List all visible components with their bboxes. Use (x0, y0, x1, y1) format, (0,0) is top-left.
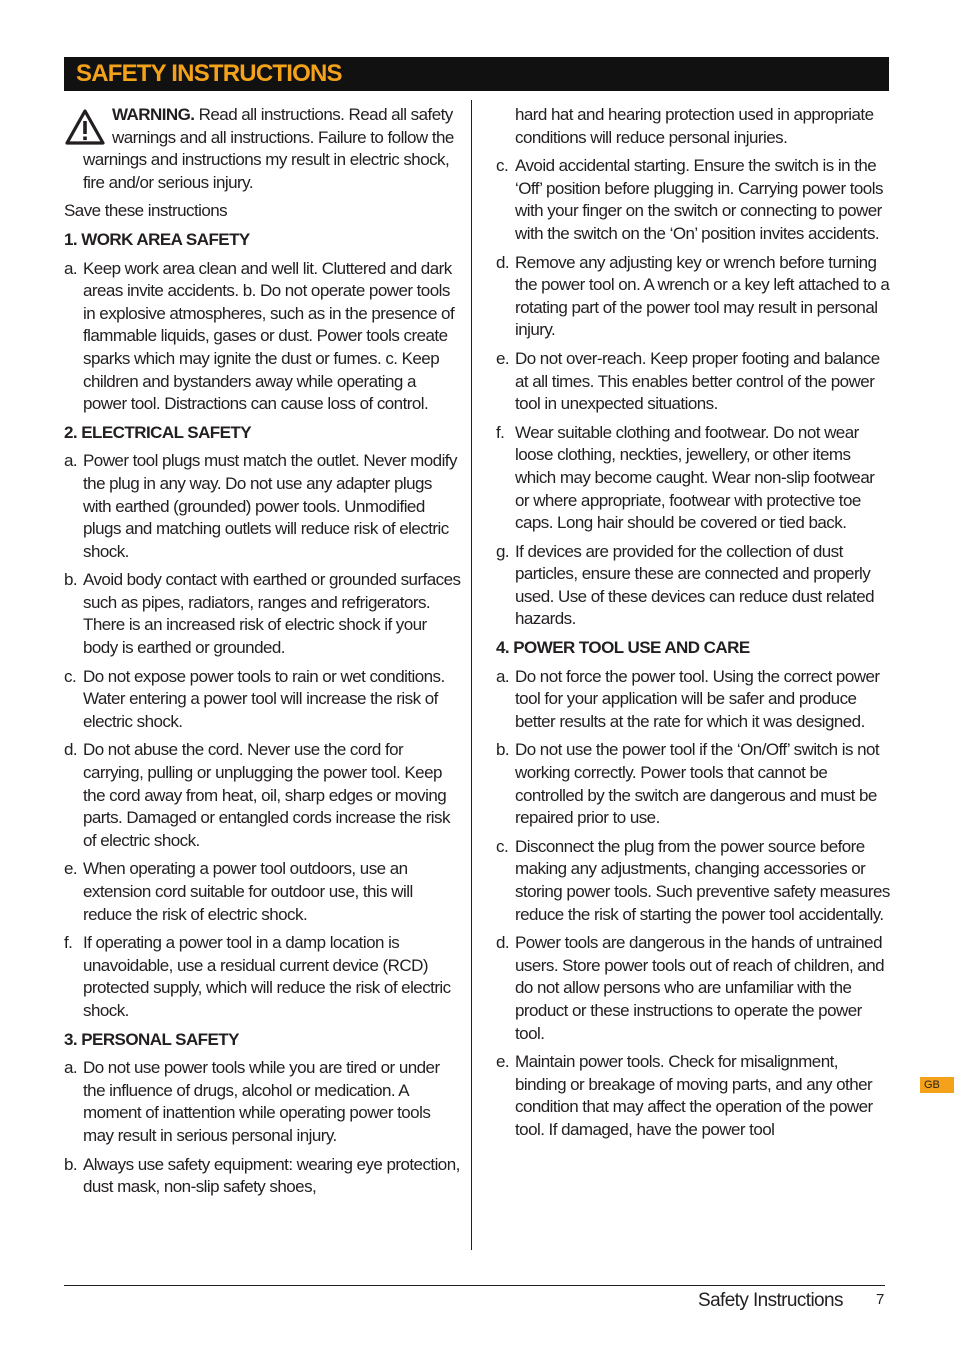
list-item: e. When operating a power tool outdoors, use an extension cord suitable for outdoor use, this will reduce the risk of electric shock. (64, 859, 413, 924)
warning-block (64, 104, 462, 194)
left-column (64, 104, 462, 1205)
language-tab-label: GB (924, 1079, 940, 1091)
list-item: a. Power tool plugs must match the outlet. Never modify the plug in any way. Do not use any adapter plugs with earthed (grounded) power tools. Unmodified plugs and matching outlets will reduce risk of electric shock. (64, 451, 457, 561)
page-title: SAFETY INSTRUCTIONS (76, 60, 342, 87)
section-heading: 3. PERSONAL SAFETY (64, 1029, 239, 1049)
footer-title: Safety Instructions (698, 1290, 843, 1311)
list-item: c. Avoid accidental starting. Ensure the switch is in the ‘Off’ position before plugging in. Carrying power tools with your finger on the switch or connecting to power with the switch on the ‘On’ position invites accidents. (496, 156, 883, 243)
list-item: a. Do not use power tools while you are tired or under the influence of drugs, alcohol or medication. A moment of inattention while operating power tools may result in serious personal injury. (64, 1058, 440, 1145)
section-heading: 1. WORK AREA SAFETY (64, 229, 250, 249)
list-item: d. Remove any adjusting key or wrench before turning the power tool on. A wrench or a key left attached to a rotating part of the power tool may result in personal injury. (496, 252, 890, 340)
list-item: e. Maintain power tools. Check for misalignment, binding or breakage of moving parts, and any other condition that may affect the operation of the power tool. If damaged, have the power tool (496, 1052, 873, 1139)
list-item: b. Do not use the power tool if the ‘On/Off’ switch is not working correctly. Power tools that cannot be controlled by the switch are dangerous and must be repaired prior to use. (496, 740, 880, 828)
list-item: a. Do not force the power tool. Using the correct power tool for your application will be safer and produce better results at the rate for which it was designed. (496, 666, 880, 731)
warning-body: Read all instructions. Read all safety warnings and all instructions. Failure to follow the warnings and instructions my result in electric shock, fire and/or serious injury. (83, 105, 454, 192)
section-heading: 4. POWER TOOL USE AND CARE (496, 638, 750, 658)
list-item: b. Avoid body contact with earthed or grounded surfaces such as pipes, radiators, ranges and refrigerators. There is an increased risk of electric shock if your body is earthed or grounded. (64, 570, 461, 658)
save-note: Save these instructions (64, 201, 228, 221)
list-item: b. Always use safety equipment: wearing eye protection, dust mask, non-slip safety shoes, (64, 1154, 460, 1197)
list-item: a. Keep work area clean and well lit. Cluttered and dark areas invite accidents. b. Do not operate power tools in explosive atmospheres, such as in the presence of flammable liquids, gases or dust. Power tools create sparks which may ignite the dust or fumes. c. Keep children and bystanders away while operating a power tool. Distractions can cause loss of control. (64, 258, 455, 414)
section-heading: 2. ELECTRICAL SAFETY (64, 422, 252, 442)
language-tab (920, 1077, 954, 1093)
list-item-continued: hard hat and hearing protection used in appropriate conditions will reduce personal injuries. (515, 105, 874, 147)
footer-rule (64, 1285, 885, 1286)
right-column (496, 104, 890, 1148)
warning-triangle-icon (64, 108, 106, 146)
list-item: d. Do not abuse the cord. Never use the cord for carrying, pulling or unplugging the power tool. Keep the cord away from heat, oil, sharp edges or moving parts. Damaged or entangled cords increase the risk of electric shock. (64, 740, 450, 850)
list-item: c. Do not expose power tools to rain or wet conditions. Water entering a power tool will increase the risk of electric shock. (64, 666, 445, 731)
list-item: g. If devices are provided for the collection of dust particles, ensure these are connected and properly used. Use of these devices can reduce dust related hazards. (496, 541, 875, 629)
list-item: f. If operating a power tool in a damp location is unavoidable, use a residual current device (RCD) protected supply, which will reduce the risk of electric shock. (64, 933, 451, 1020)
column-divider (471, 100, 472, 1250)
warning-label: WARNING. (112, 105, 195, 124)
list-item: f. Wear suitable clothing and footwear. Do not wear loose clothing, neckties, jewellery, or other items which may become caught. Wear non-slip footwear or where appropriate, footwear with protective toe caps. Long hair should be covered or tied back. (496, 422, 875, 533)
page-number: 7 (876, 1291, 885, 1308)
list-item: d. Power tools are dangerous in the hands of untrained users. Store power tools out of reach of children, and do not allow persons who are unfamiliar with the product or these instructions to operate the power tool. (496, 933, 885, 1043)
list-item: c. Disconnect the plug from the power source before making any adjustments, changing accessories or storing power tools. Such preventive safety measures reduce the risk of starting the power tool accidentally. (496, 836, 890, 924)
header-bar (64, 57, 889, 91)
warning-text (83, 104, 462, 194)
list-item: e. Do not over-reach. Keep proper footing and balance at all times. This enables better control of the power tool in unexpected situations. (496, 348, 880, 414)
